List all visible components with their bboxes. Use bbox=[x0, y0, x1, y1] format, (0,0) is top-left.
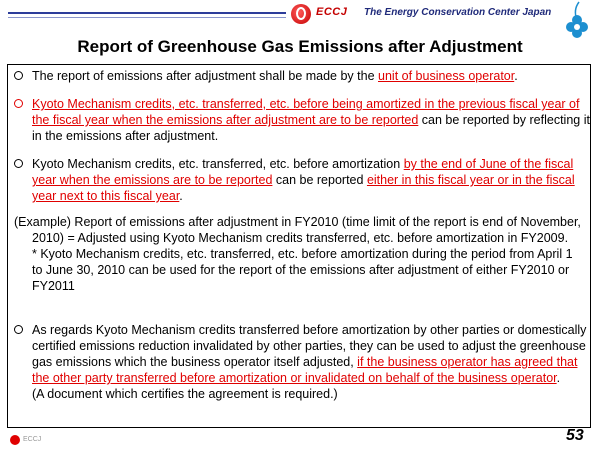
text: Kyoto Mechanism credits, etc. transferred, etc. before amortization bbox=[32, 157, 404, 171]
header-rule-thin bbox=[8, 17, 286, 18]
footer-logo-text: ECCJ bbox=[23, 436, 42, 443]
header-logo-text: ECCJ bbox=[316, 6, 348, 18]
bullet-circle-icon bbox=[14, 159, 23, 168]
footer-logo-icon bbox=[10, 435, 20, 445]
bullet-circle-icon bbox=[14, 71, 23, 80]
highlight-text: Kyoto Mechanism credits, etc. transferred, etc. before being amortized in the previous fiscal year of the fiscal year when the emissions after adjustment are to be reported bbox=[32, 97, 580, 127]
example-text: (Example) Report of emissions after adjustment in FY2010 (time limit of the report is end of November, 2010) = Adjusted using Kyoto Mechanism credits transferred, etc. before amortization in FY2009. bbox=[14, 215, 581, 245]
bullet-previous-fiscal-year bbox=[8, 96, 592, 144]
text: . bbox=[556, 371, 561, 385]
bullet-end-of-june bbox=[8, 156, 592, 204]
header-rule bbox=[8, 12, 286, 14]
bullet-other-parties bbox=[8, 322, 592, 402]
highlight-text: by the end of June of the fiscal year when the emissions are to be reported bbox=[32, 157, 574, 187]
bullet-circle-icon bbox=[14, 99, 23, 108]
eccj-logo-icon bbox=[291, 4, 311, 24]
highlight-text: if the business operator has agreed that the other party transferred before amortization or invalidated on behalf of the business operator bbox=[32, 355, 578, 385]
page-number: 53 bbox=[566, 427, 584, 444]
text: The report of emissions after adjustment shall be made by the bbox=[32, 69, 379, 83]
highlight-text: unit of business operator bbox=[378, 69, 515, 83]
text: can be reported by reflecting it in the emissions after adjustment. bbox=[32, 113, 590, 143]
text: As regards Kyoto Mechanism credits transferred before amortization by other parties or domestically certified emissions reduction invalidated by other parties, they can be used to adjust the greenhouse gas emissions which the business operator itself adjusted, bbox=[32, 323, 587, 369]
example-paragraph bbox=[8, 214, 592, 294]
organization-name: The Energy Conservation Center Japan bbox=[364, 7, 552, 18]
document-required-note: (A document which certifies the agreement is required.) bbox=[32, 387, 338, 401]
bullet-circle-icon bbox=[14, 325, 23, 334]
highlight-text: either in this fiscal year or in the fiscal year next to this fiscal year bbox=[32, 173, 575, 203]
bullet-report-unit bbox=[8, 68, 592, 84]
example-note: * Kyoto Mechanism credits, etc. transferred, etc. before amortization during the period from April 1 to June 30, 2010 can be used for the report of the emissions after adjustment of either FY2010 or FY2011 bbox=[32, 247, 573, 293]
text: . bbox=[179, 189, 183, 203]
page-title: Report of Greenhouse Gas Emissions after Adjustment bbox=[77, 37, 523, 56]
text: . bbox=[514, 69, 518, 83]
text: can be reported bbox=[272, 173, 367, 187]
